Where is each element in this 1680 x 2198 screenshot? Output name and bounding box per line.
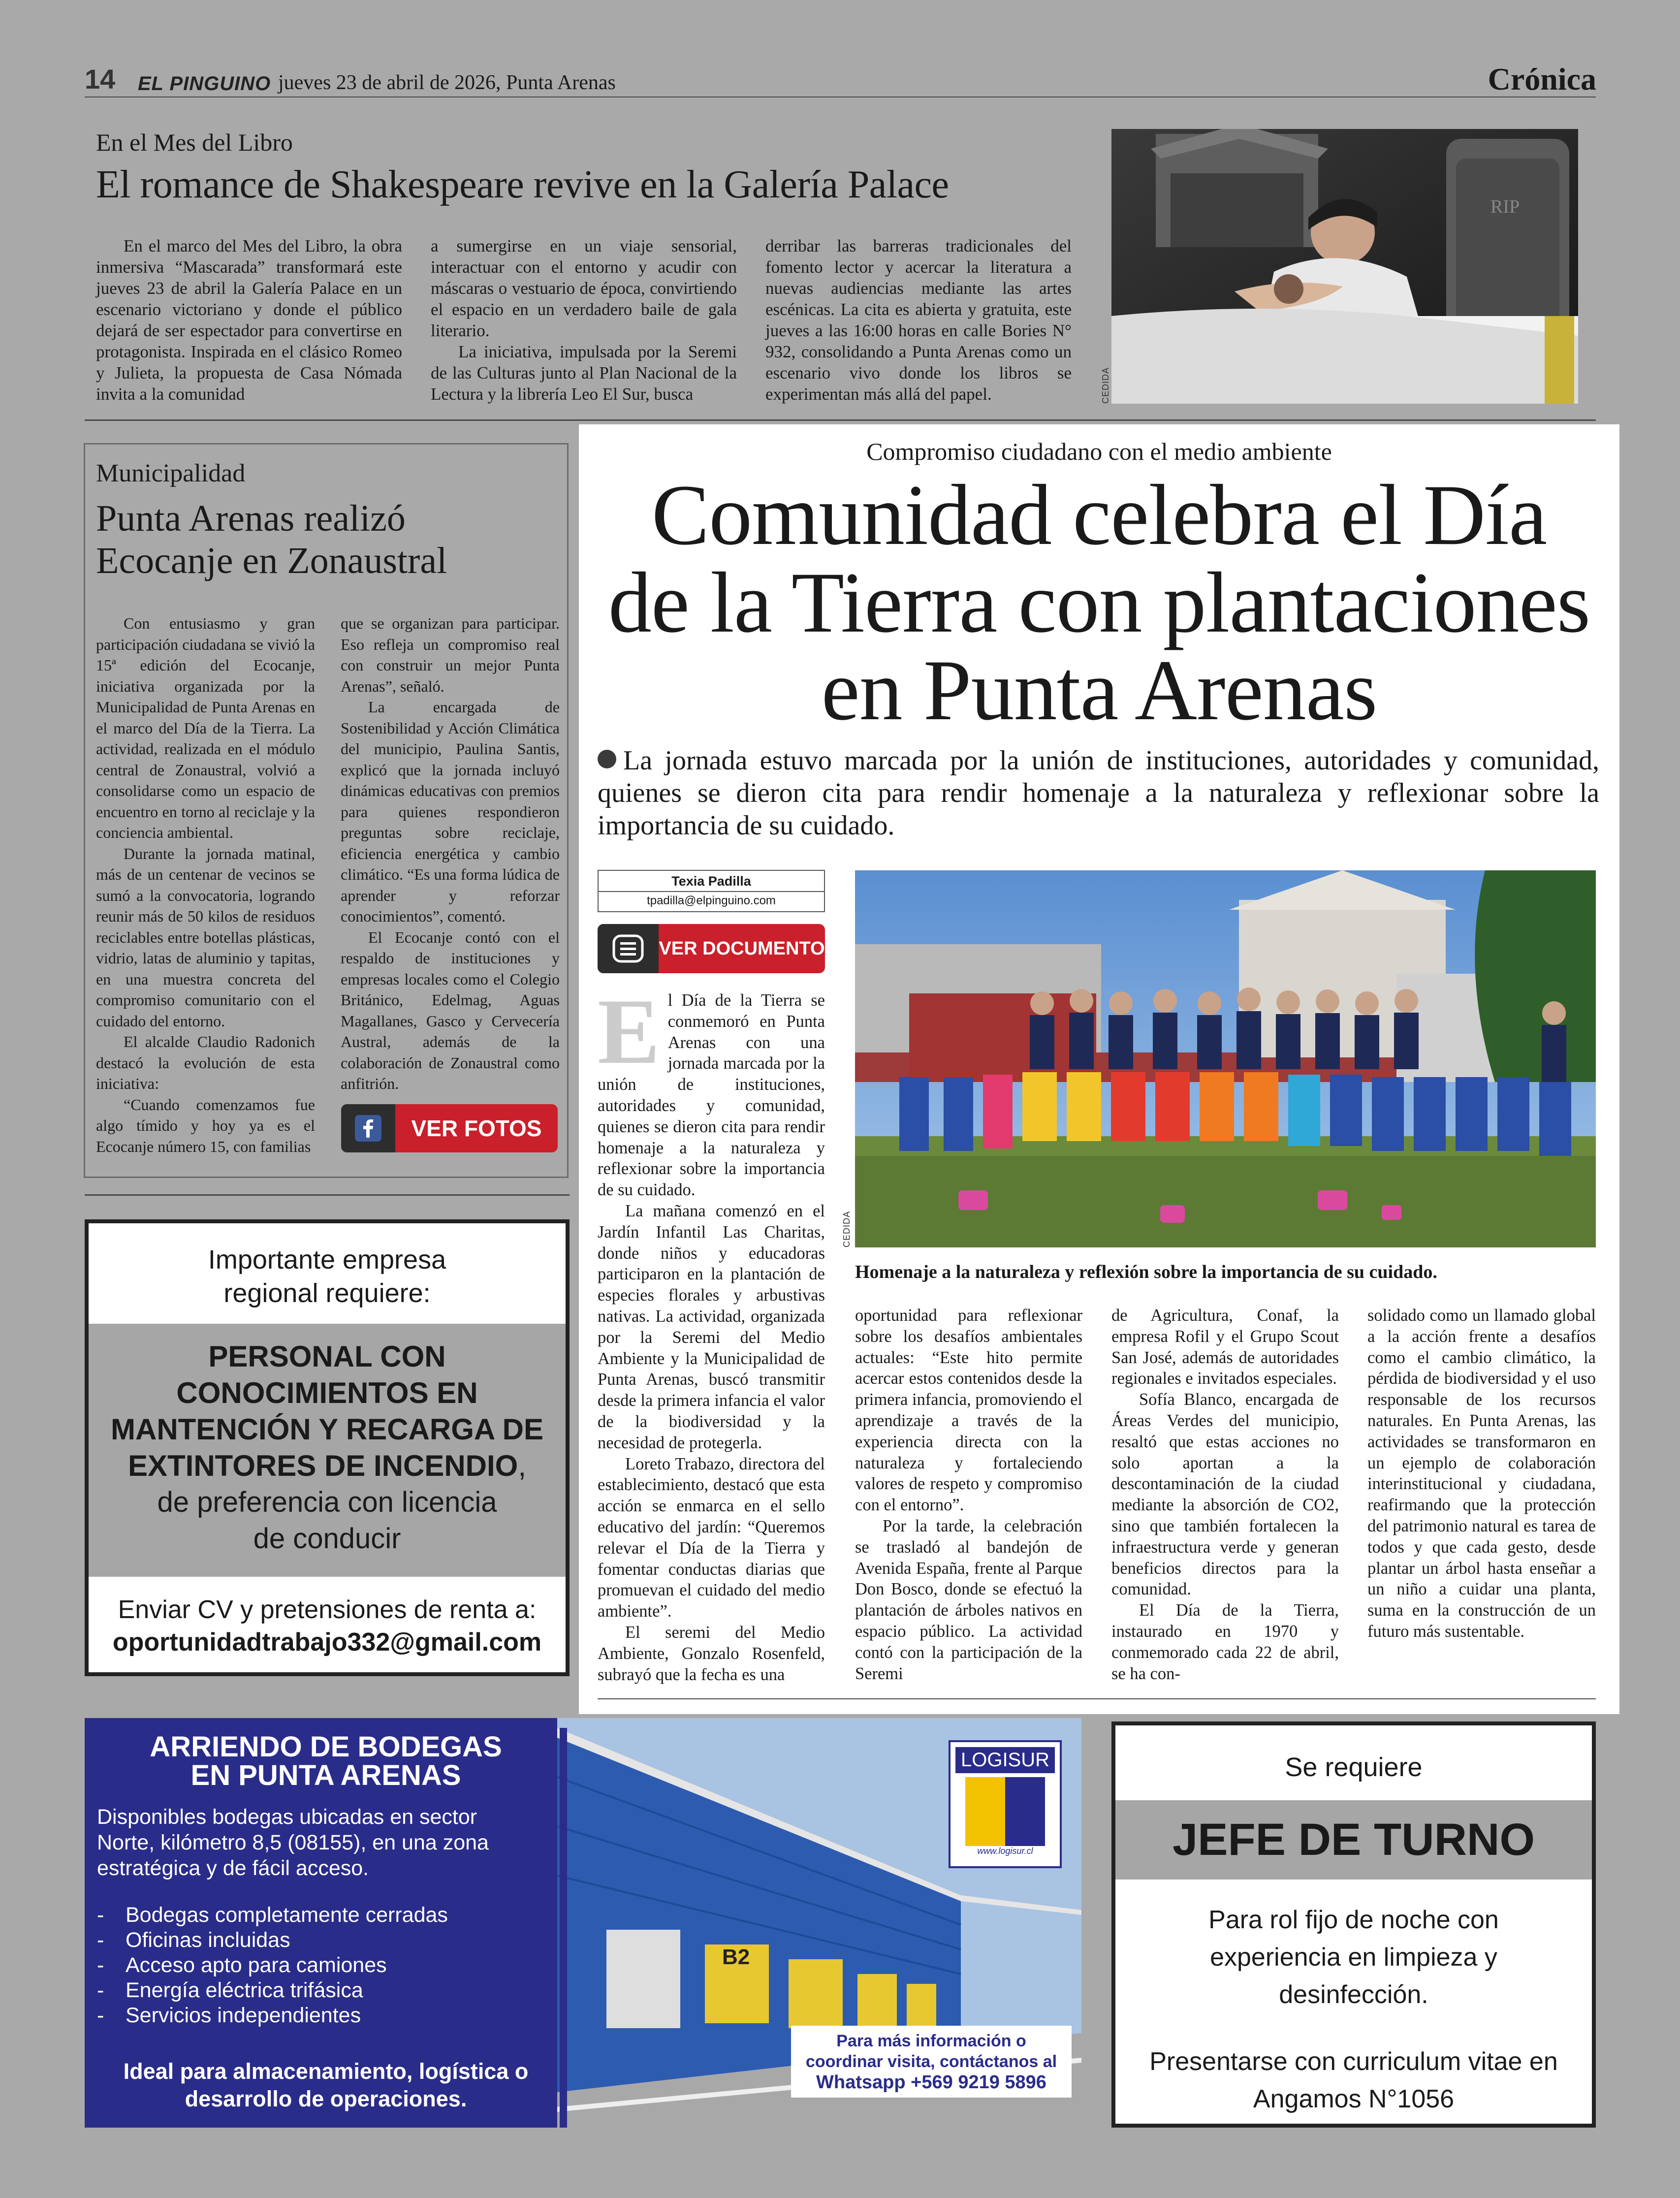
ad-line: Enviar CV y pretensiones de renta a: [118, 1595, 537, 1624]
municipal-kicker: Municipalidad [96, 459, 246, 487]
logo-text: LOGISUR [955, 1747, 1055, 1773]
list-item [97, 1928, 540, 1953]
paragraph: derribar las barreras tradicionales del fomento lector y acercar la literatura a nuevas audiencias mediante las artes escénicas. La cita es abierta y gratuita, este jueves a las 16:00 horas en calle Bories N° 932, consolidando a Punta Arenas como un escenario vivo donde los libros se experimentan más allá del papel. [765, 236, 1072, 404]
paragraph: Loreto Trabazo, directora del establecimiento, destacó que esta acción se enmarca en el sello educativo del jardín: “Queremos relevar el Día de la Tierra y fomentar conductas diarias que promuevan el cuidado del medio ambiente”. [598, 1454, 825, 1621]
logisur-logo [949, 1740, 1062, 1868]
ver-fotos-button[interactable] [341, 1104, 558, 1152]
dash-icon: - [97, 2004, 104, 2027]
paragraph: El alcalde Claudio Radonich destacó la evolución de esta iniciativa: [96, 1033, 315, 1092]
title-line: en Punta Arenas [821, 642, 1377, 738]
main-article-col3 [1111, 1305, 1339, 1684]
municipal-title [96, 497, 447, 582]
svg-text:RIP: RIP [1490, 196, 1520, 217]
main-article-kicker: Compromiso ciudadano con el medio ambiente [866, 438, 1332, 465]
logo-mark [965, 1777, 1045, 1846]
ad-bodegas-bullets [97, 1903, 540, 2028]
main-article-col1 [598, 980, 825, 1685]
theatre-scene-illustration [1111, 129, 1578, 404]
dash-icon: - [97, 1953, 104, 1977]
list-item [97, 1953, 540, 1978]
lead-text: La jornada estuvo marcada por la unión de instituciones, autoridades y comunidad, quienes se dieron cita para rendir homenaje a la naturaleza y reflexionar sobre la importancia de su cuidado. [598, 745, 1599, 841]
ad-line: regional requiere: [223, 1278, 431, 1308]
section-rule [598, 1698, 1596, 1699]
top-article-col1 [96, 235, 402, 405]
ad-line: CONOCIMIENTOS EN [176, 1376, 478, 1409]
ad-jefe-de-turno [1111, 1721, 1596, 2128]
bullet-icon [598, 750, 616, 768]
main-article-photo [855, 870, 1596, 1247]
page-number: 14 [85, 64, 116, 95]
paragraph: El seremi del Medio Ambiente, Gonzalo Rosenfeld, subrayó que la fecha es una [598, 1623, 825, 1684]
paragraph: que se organizan para participar. Eso refleja un compromiso real con construir un mejor Punta Arenas”, señaló. [341, 614, 560, 695]
ad-bodegas-contact [791, 2026, 1072, 2098]
top-article-photo [1111, 129, 1578, 404]
title-line: ARRIENDO DE BODEGAS [150, 1731, 502, 1763]
title-line: de la Tierra con plantaciones [608, 555, 1590, 651]
municipal-col1 [96, 613, 315, 1157]
paragraph: de Agricultura, Conaf, la empresa Rofil y el Grupo Scout San José, además de autoridades regionales e invitados especiales. [1111, 1306, 1339, 1388]
byline-divider [599, 891, 824, 892]
main-article-lead [598, 744, 1599, 842]
ver-fotos-label: VER FOTOS [411, 1115, 542, 1141]
list-item-text: Energía eléctrica trifásica [126, 1978, 363, 2002]
ad-line: , [518, 1449, 526, 1482]
author-name: Texia Padilla [671, 874, 751, 889]
children-group-illustration [855, 870, 1596, 1247]
ad-bodegas [85, 1718, 1081, 2128]
paragraph: El Ecocanje contó con el respaldo de instituciones y empresas locales como el Colegio Británico, Edelmag, Aguas Magallanes, Gasco y Cervecería Austral, además de la colaboración de Zonaustral como anfitrión. [341, 928, 560, 1092]
paragraph: Con entusiasmo y gran participación ciudadana se vivió la 15ª edición del Ecocanje, iniciativa organizada por la Municipalidad de Punta Arenas en el marco del Día de la Tierra. La actividad, realizada en el módulo central de Zonaustral, volvió a consolidarse como un espacio de encuentro en torno al reciclaje y la conciencia ambiental. [96, 614, 315, 841]
paragraph: La encargada de Sostenibilidad y Acción Climática del municipio, Paulina Santis, explicó que la jornada incluyó dinámicas educativas con premios para quienes respondieron preguntas sobre reciclaje, eficiencia energética y cambio climático. “Es una forma lúdica de aprender y reforzar conocimientos”, comentó. [341, 698, 560, 925]
paragraph: l Día de la Tierra se conmemoró en Punta Arenas con una jornada marcada por la unión de instituciones, autoridades y comunidad, quienes se dieron cita para rendir homenaje a la naturaleza y reflexionar sobre la importancia de su cuidado. [598, 991, 825, 1200]
paragraph: El Día de la Tierra, instaurado en 1970 y conmemorado cada 22 de abril, se ha con- [1111, 1601, 1339, 1683]
title-line: Comunidad celebra el Día [651, 467, 1547, 563]
ad-contact [89, 1593, 566, 1658]
top-article-col3 [765, 235, 1072, 405]
ad-job-title: JEFE DE TURNO [1115, 1800, 1592, 1879]
list-item [97, 1978, 540, 2003]
header-rule [85, 96, 1596, 97]
ad-bodegas-title [104, 1733, 547, 1790]
paragraph: Por la tarde, la celebración se trasladó al bandejón de Avenida España, frente al Parque Don Bosco, donde se efectuó la plantación de árboles nativos en espacio público. La actividad contó con la participación de la Seremi [855, 1516, 1082, 1683]
ad-bodegas-intro: Disponibles bodegas ubicadas en sector Norte, kilómetro 8,5 (08155), en una zona estratégica y de fácil acceso. [97, 1805, 489, 1880]
ad-divider [560, 1728, 567, 2128]
ad-line: de preferencia con licencia [157, 1486, 497, 1518]
ad-heading: Se requiere [1285, 1752, 1423, 1782]
list-item-text: Acceso apto para camiones [126, 1953, 387, 1977]
author-email[interactable]: tpadilla@elpinguino.com [647, 894, 776, 907]
ad-extintores [85, 1219, 570, 1676]
newspaper-logo: EL PINGUINO [138, 73, 271, 95]
title-line: EN PUNTA ARENAS [190, 1759, 461, 1791]
top-article-col2 [431, 235, 737, 405]
ad-line: EXTINTORES DE INCENDIO [127, 1449, 518, 1482]
document-icon [598, 924, 659, 973]
ver-documento-label: VER DOCUMENTO [659, 938, 825, 959]
ad-contact: Presentarse con curriculum vitae en Angamos N°1056 [1149, 2047, 1558, 2113]
top-article-title: El romance de Shakespeare revive en la Galería Palace [96, 163, 949, 206]
ad-description: Para rol fijo de noche con experiencia en limpieza y desinfección. [1208, 1906, 1499, 2009]
list-item [97, 2003, 540, 2028]
ad-requirement-band [89, 1324, 566, 1577]
ad-line: MANTENCIÓN Y RECARGA DE [111, 1413, 543, 1446]
paragraph: Sofía Blanco, encargada de Áreas Verdes del municipio, resaltó que estas acciones no solo aportan a la descontaminación de la ciudad mediante la absorción de CO2, sino que también fortalecen la infraestructura verde y generan beneficios directos para la comunidad. [1111, 1390, 1339, 1599]
paragraph: La iniciativa, impulsada por la Seremi de las Culturas junto al Plan Nacional de la Lectura y la librería Leo El Sur, busca [431, 342, 737, 404]
door-number: B2 [722, 1945, 750, 1969]
title-line: Ecocanje en Zonaustral [96, 540, 447, 581]
main-article-col2 [855, 1305, 1082, 1684]
paragraph: Durante la jornada matinal, más de un centenar de vecinos se sumó a la convocatoria, logrando reunir más de 50 kilos de residuos reciclables entre botellas plásticas, vidrio, latas de aluminio y tapitas, en una muestra concreta del compromiso comunitario con el cuidado del entorno. [96, 844, 315, 1030]
dash-icon: - [97, 1903, 104, 1927]
ad-line: de conducir [253, 1523, 401, 1555]
paragraph: La mañana comenzó en el Jardín Infantil Las Charitas, donde niños y educadoras participaron en la plantación de especies florales y arbustivas nativas. La actividad, organizada por la Seremi del Medio Ambiente y la Municipalidad de Punta Arenas, buscó transmitir desde la primera infancia el valor de la biodiversidad y la necesidad de protegerla. [598, 1201, 825, 1452]
ver-documento-button[interactable] [598, 924, 825, 973]
whatsapp-number[interactable]: Whatsapp +569 9219 5896 [816, 2072, 1046, 2093]
section-rule [85, 1194, 570, 1196]
section-rule [85, 419, 1596, 421]
dash-icon: - [97, 1978, 104, 2002]
section-name: Crónica [1488, 62, 1596, 96]
title-line: Punta Arenas realizó [96, 498, 406, 539]
photo-credit: CEDIDA [1101, 367, 1110, 404]
ad-bodegas-footer: Ideal para almacenamiento, logística o desarrollo de operaciones. [123, 2059, 529, 2111]
list-item-text: Bodegas completamente cerradas [126, 1903, 448, 1927]
paragraph: a sumergirse en un viaje sensorial, interactuar con el entorno y acudir con máscaras o vestuario de época, convirtiendo el espacio en un verdadero baile de gala literario. [431, 236, 737, 340]
dash-icon: - [97, 1928, 104, 1952]
main-photo-caption: Homenaje a la naturaleza y reflexión sobre la importancia de su cuidado. [855, 1262, 1437, 1282]
paragraph: solidado como un llamado global a la acción frente a desafíos como el cambio climático, la pérdida de biodiversidad y el uso responsable de los recursos naturales. En Punta Arenas, las actividades se transformaron en un ejemplo de colaboración interinstitucional y ciudadana, reafirmando que la protección del patrimonio natural es tarea de todos y que cada gesto, desde plantar un árbol hasta enseñar a un niño a cuidar una planta, suma en la construcción de un futuro más sustentable. [1367, 1306, 1596, 1641]
date-line: jueves 23 de abril de 2026, Punta Arenas [278, 71, 616, 94]
ad-line: PERSONAL CON [208, 1340, 446, 1373]
municipal-col2 [341, 613, 560, 1094]
paragraph: En el marco del Mes del Libro, la obra inmersiva “Mascarada” transformará este jueves 23 de abril la Galería Palace en un escenario victoriano y donde el público dejará de ser espectador para convertirse en protagonista. Inspirada en el clásico Romeo y Julieta, la propuesta de Casa Nómada invita a la comunidad [96, 236, 402, 404]
main-article-col4 [1367, 1305, 1596, 1642]
top-article-kicker: En el Mes del Libro [96, 128, 293, 156]
byline-box [598, 870, 825, 912]
list-item-text: Servicios independientes [126, 2004, 361, 2027]
logo-url: www.logisur.cl [977, 1846, 1033, 1856]
list-item-text: Oficinas incluidas [126, 1928, 290, 1952]
paragraph: oportunidad para reflexionar sobre los desafíos ambientales actuales: “Este hito permite acercar estos contenidos desde la primera infancia, promoviendo el aprendizaje a través de la experiencia directa con la naturaleza y fortaleciendo valores de respeto y compromiso con el entorno”. [855, 1306, 1082, 1515]
ad-email[interactable]: oportunidadtrabajo332@gmail.com [112, 1628, 542, 1656]
ad-line: Importante empresa [208, 1245, 446, 1274]
contact-line: coordinar visita, contáctanos al [805, 2052, 1057, 2071]
facebook-icon [341, 1104, 395, 1152]
contact-line: Para más información o [836, 2032, 1026, 2050]
list-item [97, 1903, 540, 1928]
ad-heading [89, 1243, 566, 1310]
dropcap: E [598, 980, 660, 1083]
photo-credit: CEDIDA [842, 1210, 852, 1247]
main-article-title [579, 467, 1619, 738]
paragraph: “Cuando comenzamos fue algo tímido y hoy ya es el Ecocanje número 15, con familias [96, 1095, 315, 1155]
